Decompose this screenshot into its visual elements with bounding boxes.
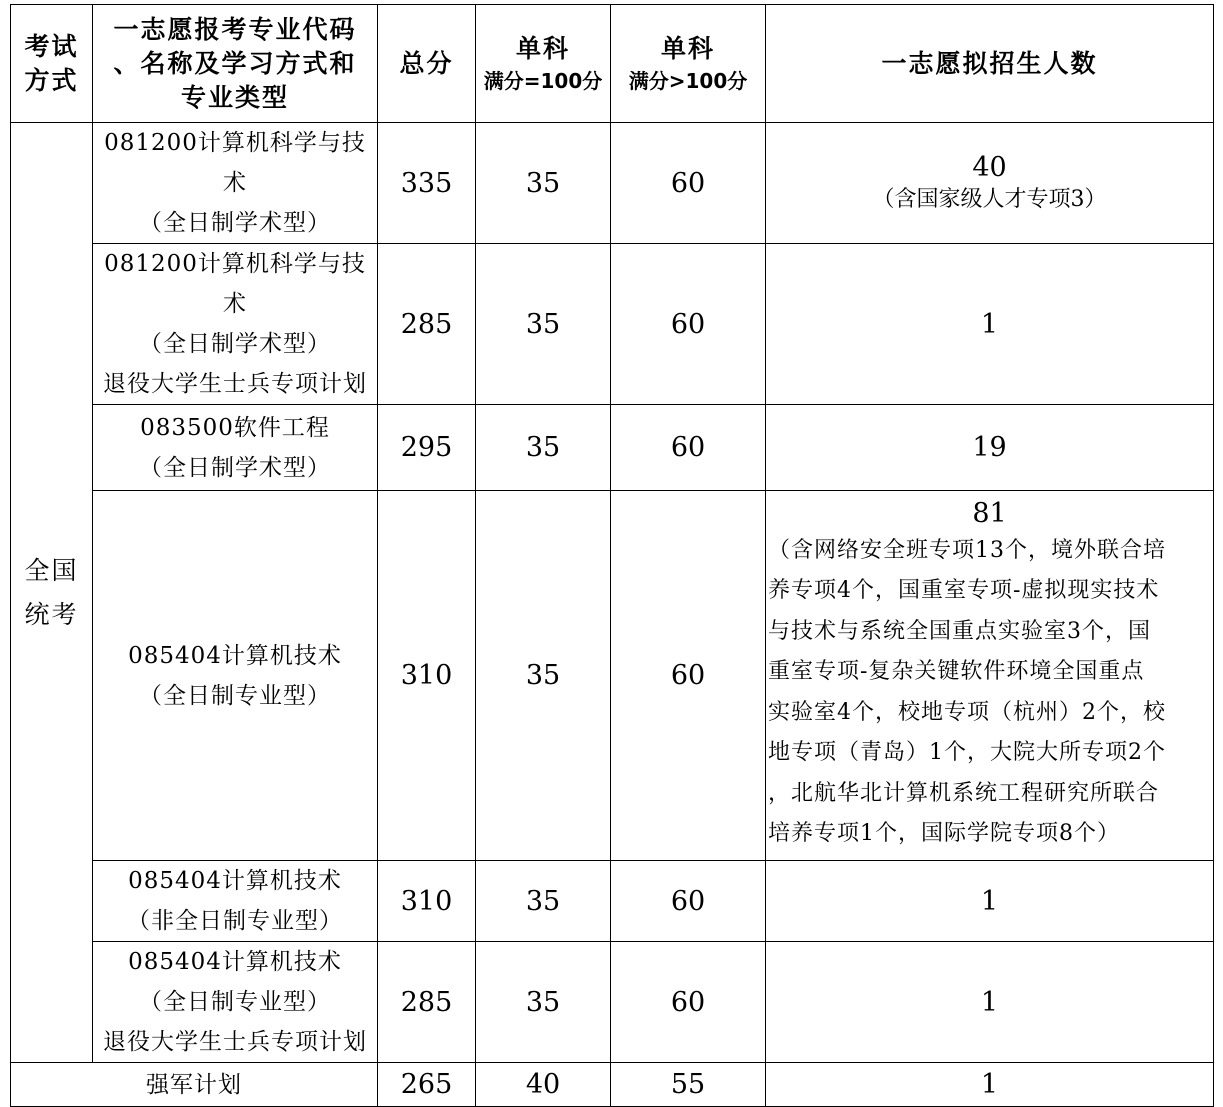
- header-total: 总分: [378, 5, 476, 123]
- header-single-100-title: 单科: [515, 33, 570, 63]
- quota-note: （含国家级人才专项3）: [872, 187, 1107, 212]
- table-row: [11, 491, 1214, 861]
- total-score-cell: 285: [378, 942, 476, 1063]
- single-over100-cell: 60: [611, 244, 766, 405]
- quota-number: 40: [972, 152, 1007, 183]
- quota-number: 81: [972, 497, 1007, 529]
- major-cell: [93, 942, 378, 1063]
- quota-cell: [766, 491, 1214, 861]
- major-line: 083500软件工程: [140, 414, 330, 441]
- header-single-100: [476, 5, 611, 123]
- single-100-cell: 40: [476, 1063, 611, 1107]
- table-row: [11, 942, 1214, 1063]
- quota-note-line: 培养专项1个，国际学院专项8个）: [768, 821, 1120, 846]
- header-exam-type-line: 方式: [24, 65, 79, 95]
- major-cell: [93, 861, 378, 942]
- major-line: （全日制专业型）: [139, 989, 331, 1015]
- single-100-cell: 35: [476, 244, 611, 405]
- special-plan-label: 强军计划: [11, 1063, 378, 1107]
- single-over100-cell: 60: [611, 123, 766, 244]
- header-exam-type-line: 考试: [24, 31, 79, 61]
- quota-cell: 19: [766, 405, 1214, 491]
- major-line: 退役大学生士兵专项计划: [103, 1029, 367, 1055]
- header-major-line: 、名称及学习方式和: [113, 48, 357, 78]
- single-over100-cell: 60: [611, 491, 766, 861]
- major-line: 退役大学生士兵专项计划: [103, 371, 367, 397]
- header-single-over100: [611, 5, 766, 123]
- total-score-cell: 310: [378, 491, 476, 861]
- major-line: 081200计算机科学与技术: [104, 251, 366, 317]
- single-over100-cell: 60: [611, 861, 766, 942]
- single-over100-cell: 60: [611, 405, 766, 491]
- table-row: [11, 123, 1214, 244]
- header-major: [93, 5, 378, 123]
- major-cell: [93, 405, 378, 491]
- header-single-100-sub: 满分=100分: [483, 68, 603, 93]
- total-score-cell: 310: [378, 861, 476, 942]
- single-100-cell: 35: [476, 123, 611, 244]
- major-line: 085404计算机技术: [128, 868, 342, 894]
- quota-cell: 1: [766, 1063, 1214, 1107]
- table-row: [11, 861, 1214, 942]
- quota-cell: 1: [766, 942, 1214, 1063]
- exam-type-line: 统考: [24, 599, 79, 629]
- single-100-cell: 35: [476, 861, 611, 942]
- single-over100-cell: 55: [611, 1063, 766, 1107]
- single-over100-cell: 60: [611, 942, 766, 1063]
- quota-note-line: 地专项（青岛）1个，大院大所专项2个: [768, 740, 1166, 765]
- exam-type-line: 全国: [24, 555, 79, 585]
- major-line: （非全日制专业型）: [127, 908, 343, 934]
- quota-note-line: 与技术与系统全国重点实验室3个，国: [768, 618, 1151, 644]
- header-single-over100-title: 单科: [660, 33, 715, 63]
- quota-note-line: （含网络安全班专项13个，境外联合培: [768, 537, 1166, 563]
- header-exam-type: [11, 5, 93, 123]
- header-major-line: 专业类型: [180, 82, 289, 112]
- quota-cell: [766, 123, 1214, 244]
- single-100-cell: 35: [476, 491, 611, 861]
- total-score-cell: 265: [378, 1063, 476, 1107]
- total-score-cell: 285: [378, 244, 476, 405]
- major-cell: [93, 244, 378, 405]
- total-score-cell: 295: [378, 405, 476, 491]
- table-row: [11, 244, 1214, 405]
- header-row: [11, 5, 1214, 123]
- major-line: 081200计算机科学与技术: [104, 130, 366, 196]
- quota-cell: 1: [766, 244, 1214, 405]
- score-requirements-table: [10, 4, 1214, 1107]
- major-line: （全日制专业型）: [139, 682, 331, 709]
- exam-type-cell: [11, 123, 93, 1063]
- quota-cell: 1: [766, 861, 1214, 942]
- major-line: （全日制学术型）: [139, 210, 331, 236]
- major-line: （全日制学术型）: [139, 454, 331, 481]
- single-100-cell: 35: [476, 942, 611, 1063]
- quota-note-line: 重室专项-复杂关键软件环境全国重点: [768, 659, 1145, 684]
- quota-note-line: ，北航华北计算机系统工程研究所联合: [768, 780, 1160, 806]
- header-single-over100-sub: 满分>100分: [628, 68, 748, 93]
- major-line: 085404计算机技术: [128, 642, 342, 669]
- total-score-cell: 335: [378, 123, 476, 244]
- single-100-cell: 35: [476, 405, 611, 491]
- header-major-line: 一志愿报考专业代码: [113, 14, 357, 44]
- special-plan-row: [11, 1063, 1214, 1107]
- table-row: [11, 405, 1214, 491]
- major-line: 085404计算机技术: [128, 949, 342, 975]
- header-quota: 一志愿拟招生人数: [766, 5, 1214, 123]
- major-line: （全日制学术型）: [139, 331, 331, 357]
- quota-note-line: 养专项4个，国重室专项-虚拟现实技术: [768, 578, 1160, 603]
- quota-note-line: 实验室4个，校地专项（杭州）2个，校: [768, 699, 1166, 725]
- major-cell: [93, 123, 378, 244]
- major-cell: [93, 491, 378, 861]
